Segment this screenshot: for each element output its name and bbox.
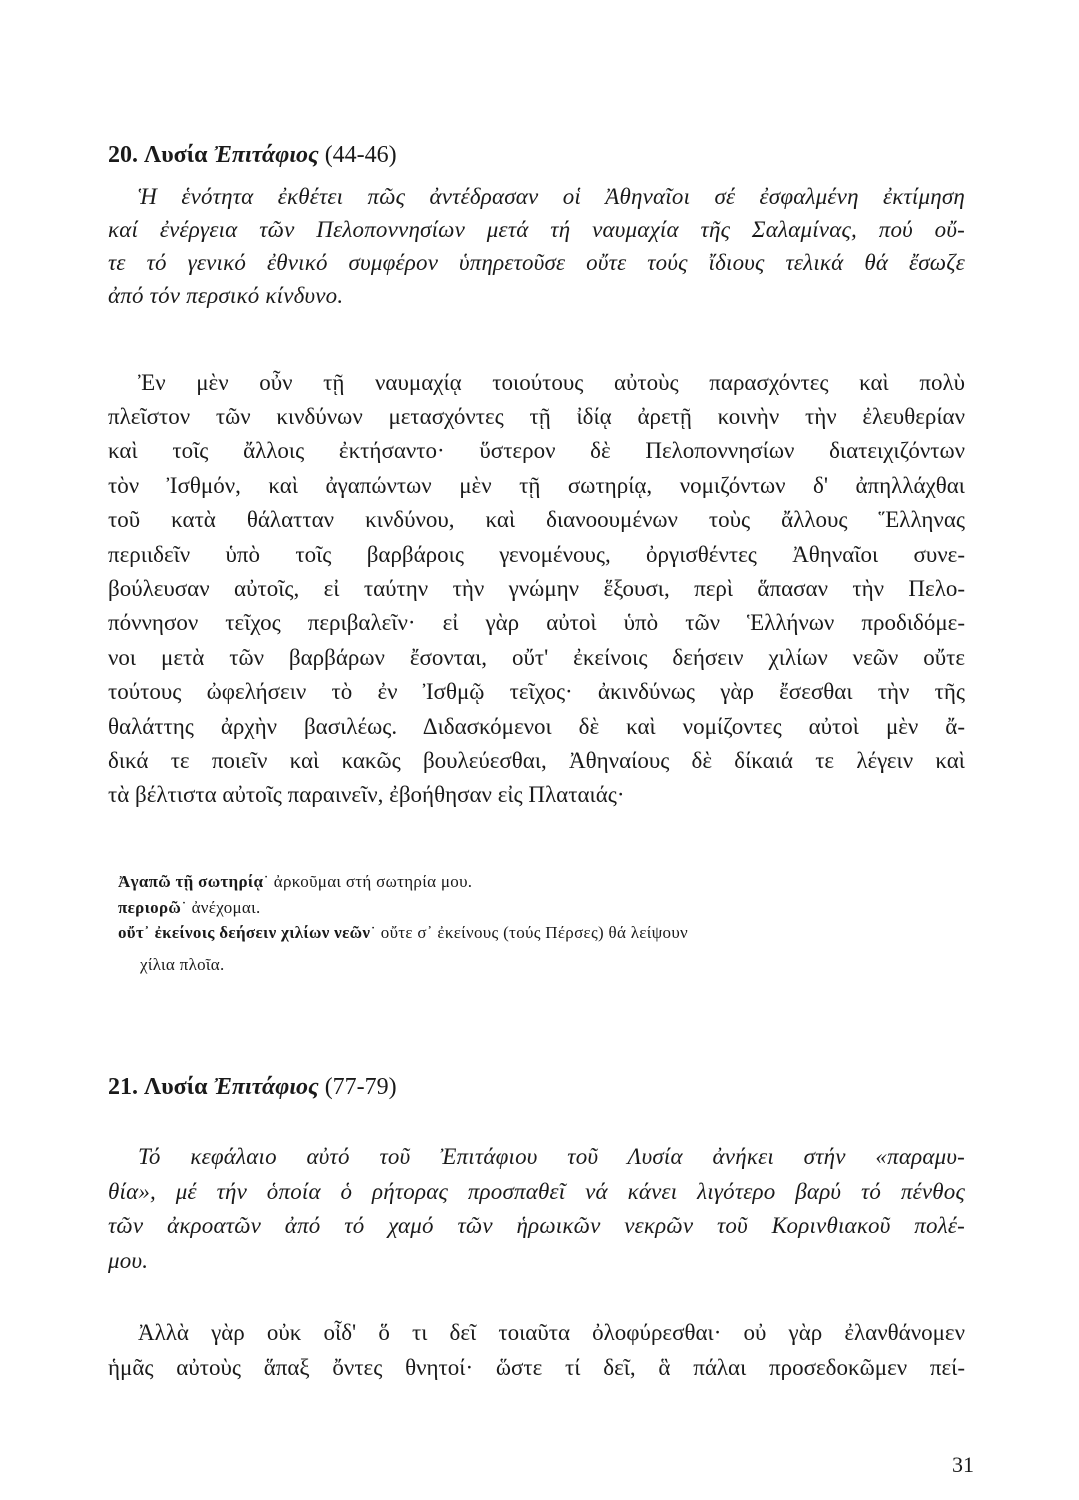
- text-line: ἡμᾶς αὐτοὺς ἅπαξ ὄντες θνητοί· ὥστε τί δεῖ, ἃ πάλαι προσεδοκῶμεν πεί-: [108, 1355, 965, 1380]
- text-line: τούτους ὠφελήσειν τὸ ἐν Ἰσθμῷ τεῖχος· ἀκινδύνως γὰρ ἔσεσθαι τὴν τῆς: [108, 679, 965, 704]
- text-line: βούλευσαν αὐτοῖς, εἰ ταύτην τὴν γνώμην ἕξουσι, περὶ ἅπασαν τὴν Πελο-: [108, 576, 965, 601]
- intro-line: τῶν ἀκροατῶν ἀπό τό χαμό τῶν ἡρωικῶν νεκρῶν τοῦ Κορινθιακοῦ πολέ-: [108, 1213, 965, 1238]
- intro-line: θία», μέ τήν ὁποία ὁ ρήτορας προσπαθεῖ νά κάνει λιγότερο βαρύ τό πένθος: [108, 1179, 965, 1204]
- note-term: περιορῶ: [118, 898, 182, 917]
- text-line: καὶ τοῖς ἄλλοις ἐκτήσαντο· ὕστερον δὲ Πελοποννησίων διατειχιζόντων: [108, 438, 965, 463]
- text-line: Ἐν μὲν οὖν τῇ ναυμαχίᾳ τοιούτους αὐτοὺς παρασχόντες καὶ πολὺ: [138, 370, 965, 395]
- section-author: Λυσία: [144, 1074, 208, 1100]
- section-work: Ἐπιτάφιος: [213, 1074, 319, 1100]
- intro-line: μου.: [108, 1248, 149, 1273]
- section-number: 20.: [108, 142, 138, 168]
- text-line: τὰ βέλτιστα αὐτοῖς παραινεῖν, ἐβοήθησαν εἰς Πλαταιάς·: [108, 782, 625, 807]
- text-line: νοι μετὰ τῶν βαρβάρων ἔσονται, οὔτ' ἐκείνοις δεήσειν χιλίων νεῶν οὔτε: [108, 645, 965, 670]
- intro-line: ἀπό τόν περσικό κίνδυνο.: [108, 283, 344, 308]
- text-line: πλεῖστον τῶν κινδύνων μετασχόντες τῇ ἰδίᾳ ἀρετῇ κοινὴν τὴν ἐλευθερίαν: [108, 404, 965, 429]
- note-continuation: χίλια πλοῖα.: [140, 955, 225, 974]
- section-20-heading: [108, 140, 397, 170]
- intro-line: Τό κεφάλαιο αὐτό τοῦ Ἐπιτάφιου τοῦ Λυσία ἀνήκει στήν «παραμυ-: [138, 1144, 965, 1169]
- note: περιορῶ˙ ἀνέχομαι.: [118, 898, 261, 917]
- intro-line: Ἡ ἑνότητα ἐκθέτει πῶς ἀντέδρασαν οἱ Ἀθηναῖοι σέ ἐσφαλμένη ἐκτίμηση: [138, 184, 965, 209]
- text-line: πόννησον τεῖχος περιβαλεῖν· εἰ γὰρ αὐτοὶ ὑπὸ τῶν Ἑλλήνων προδιδόμε-: [108, 610, 965, 635]
- text-line: περιιδεῖν ὑπὸ τοῖς βαρβάροις γενομένους, ὀργισθέντες Ἀθηναῖοι συνε-: [108, 542, 965, 567]
- section-range: (44-46): [324, 142, 397, 168]
- note-gloss: οὔτε σ᾽ ἐκείνους (τούς Πέρσες) θά λείψουν: [380, 923, 689, 942]
- note-term: Ἀγαπῶ τῇ σωτηρίᾳ: [118, 872, 264, 891]
- text-line: θαλάττης ἀρχὴν βασιλέως. Διδασκόμενοι δὲ καὶ νομίζοντες αὐτοὶ μὲν ἄ-: [108, 714, 965, 739]
- text-line: δικά τε ποιεῖν καὶ κακῶς βουλεύεσθαι, Ἀθηναίους δὲ δίκαιά τε λέγειν καὶ: [108, 748, 965, 773]
- section-21-heading: [108, 1072, 397, 1102]
- note-gloss: ἀρκοῦμαι στή σωτηρία μου.: [273, 872, 473, 891]
- intro-line: καί ἐνέργεια τῶν Πελοποννησίων μετά τή ναυμαχία τῆς Σαλαμίνας, πού οὔ-: [108, 217, 965, 242]
- page-number: 31: [952, 1452, 974, 1477]
- note-gloss: ἀνέχομαι.: [191, 898, 261, 917]
- section-number: 21.: [108, 1074, 138, 1100]
- note: οὔτ᾽ ἐκείνοις δεήσειν χιλίων νεῶν˙ οὔτε σ᾽ ἐκείνους (τούς Πέρσες) θά λείψουν: [118, 923, 689, 942]
- note-term: οὔτ᾽ ἐκείνοις δεήσειν χιλίων νεῶν: [118, 923, 371, 942]
- note: Ἀγαπῶ τῇ σωτηρίᾳ˙ ἀρκοῦμαι στή σωτηρία μου.: [118, 872, 473, 891]
- section-author: Λυσία: [144, 142, 208, 168]
- text-line: Ἀλλὰ γὰρ οὐκ οἶδ' ὅ τι δεῖ τοιαῦτα ὀλοφύρεσθαι· οὐ γὰρ ἐλανθάνομεν: [138, 1320, 965, 1345]
- text-line: τὸν Ἰσθμόν, καὶ ἀγαπώντων μὲν τῇ σωτηρίᾳ, νομιζόντων δ' ἀπηλλάχθαι: [108, 473, 965, 498]
- section-work: Ἐπιτάφιος: [213, 142, 319, 168]
- intro-line: τε τό γενικό ἐθνικό συμφέρον ὑπηρετοῦσε οὔτε τούς ἴδιους τελικά θά ἔσωζε: [108, 250, 965, 275]
- section-range: (77-79): [324, 1074, 397, 1100]
- text-line: τοῦ κατὰ θάλατταν κινδύνου, καὶ διανοουμένων τοὺς ἄλλους Ἕλληνας: [108, 507, 965, 532]
